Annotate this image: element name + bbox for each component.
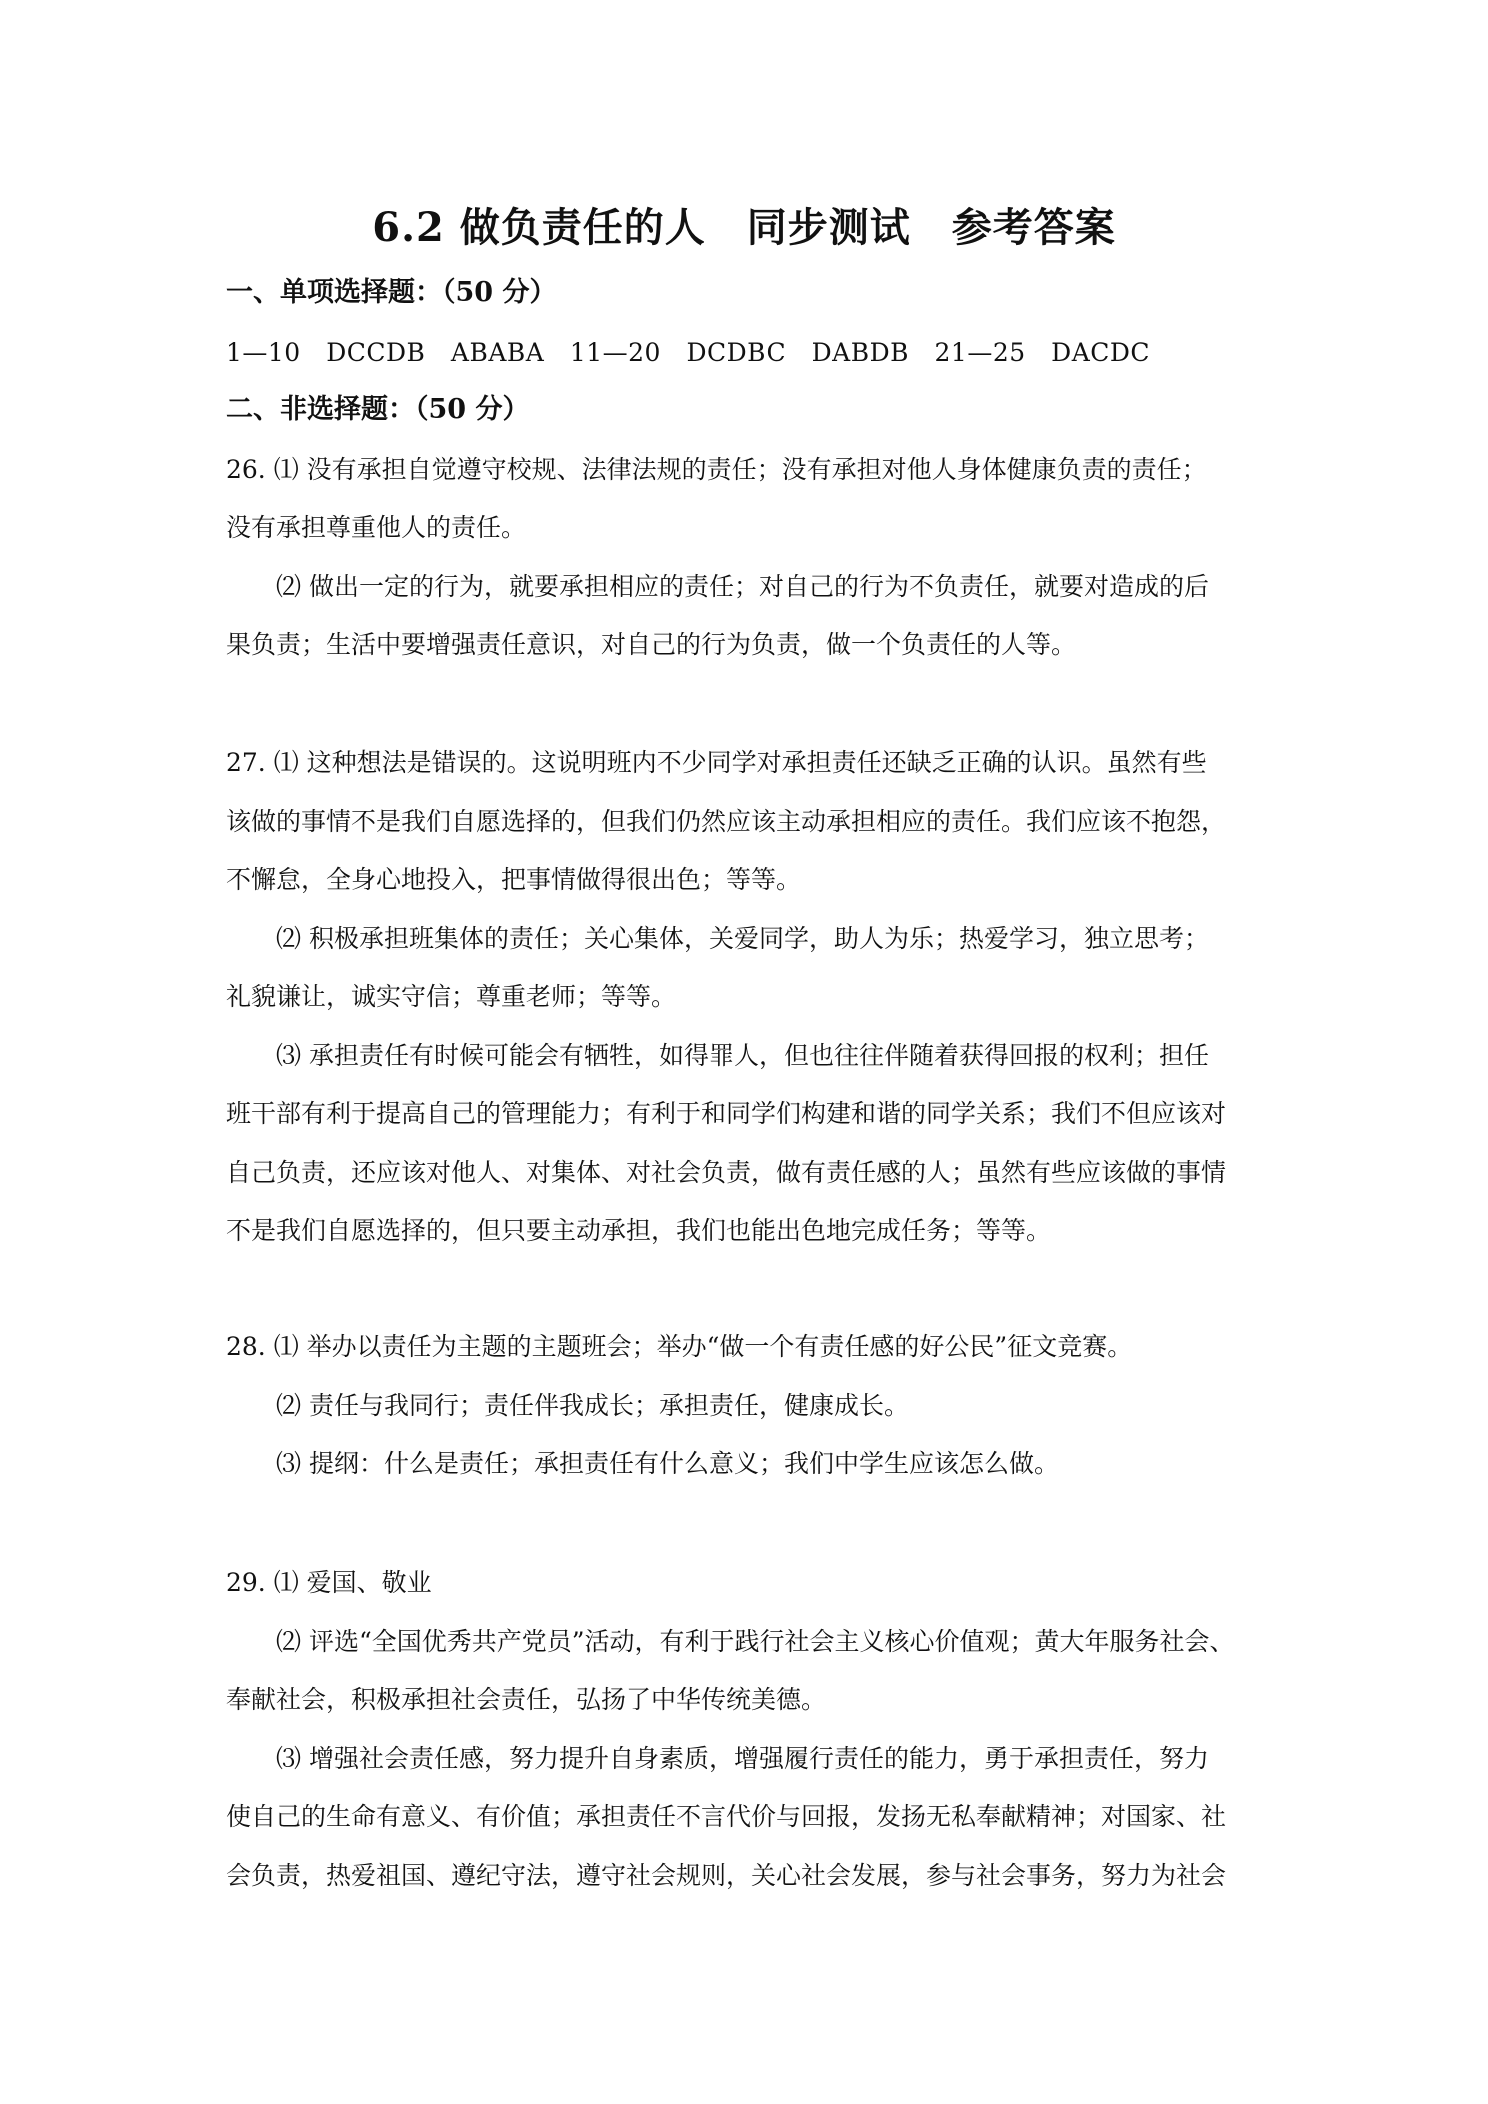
q27-line: 不懈怠，全身心地投入，把事情做得很出色；等等。 <box>226 865 802 894</box>
q27-line: 不是我们自愿选择的，但只要主动承担，我们也能出色地完成任务；等等。 <box>226 1216 1052 1245</box>
q27-line: ⑶ 承担责任有时候可能会有牺牲，如得罪人，但也往往伴随着获得回报的权利；担任 <box>276 1041 1209 1070</box>
q28-line: ⑵ 责任与我同行；责任伴我成长；承担责任，健康成长。 <box>276 1391 909 1420</box>
q27-line: 27. ⑴ 这种想法是错误的。这说明班内不少同学对承担责任还缺乏正确的认识。虽然有些 <box>226 748 1207 777</box>
q28-line: ⑶ 提纲：什么是责任；承担责任有什么意义；我们中学生应该怎么做。 <box>276 1449 1059 1478</box>
q28-line: 28. ⑴ 举办以责任为主题的主题班会；举办“做一个有责任感的好公民”征文竞赛。 <box>226 1332 1133 1361</box>
q27-line: 礼貌谦让，诚实守信；尊重老师；等等。 <box>226 982 677 1011</box>
q27-line: ⑵ 积极承担班集体的责任；关心集体，关爱同学，助人为乐；热爱学习，独立思考； <box>276 924 1209 953</box>
section-heading-multiple-choice: 一、单项选择题：（50 分） <box>226 277 557 308</box>
q27-line: 该做的事情不是我们自愿选择的，但我们仍然应该主动承担相应的责任。我们应该不抱怨， <box>226 807 1227 836</box>
q29-line: 使自己的生命有意义、有价值；承担责任不言代价与回报，发扬无私奉献精神；对国家、社 <box>226 1802 1227 1831</box>
page-title: 6.2 做负责任的人 同步测试 参考答案 <box>372 204 1116 251</box>
section-heading-non-choice: 二、非选择题：（50 分） <box>226 394 530 425</box>
q29-line: 奉献社会，积极承担社会责任，弘扬了中华传统美德。 <box>226 1685 827 1714</box>
q26-line: ⑵ 做出一定的行为，就要承担相应的责任；对自己的行为不负责任，就要对造成的后 <box>276 572 1209 601</box>
multiple-choice-answers: 1—10 DCCDB ABABA 11—20 DCDBC DABDB 21—25 DACDC <box>226 338 1151 367</box>
q29-line: 29. ⑴ 爱国、敬业 <box>226 1568 432 1597</box>
q26-line: 26. ⑴ 没有承担自觉遵守校规、法律法规的责任；没有承担对他人身体健康负责的责任； <box>226 455 1207 484</box>
q26-line: 果负责；生活中要增强责任意识，对自己的行为负责，做一个负责任的人等。 <box>226 630 1077 659</box>
q26-line: 没有承担尊重他人的责任。 <box>226 513 527 542</box>
q27-line: 班干部有利于提高自己的管理能力；有利于和同学们构建和谐的同学关系；我们不但应该对 <box>226 1099 1227 1128</box>
q29-line: ⑵ 评选“全国优秀共产党员”活动，有利于践行社会主义核心价值观；黄大年服务社会、 <box>276 1627 1235 1656</box>
q27-line: 自己负责，还应该对他人、对集体、对社会负责，做有责任感的人；虽然有些应该做的事情 <box>226 1158 1227 1187</box>
q29-line: 会负责，热爱祖国、遵纪守法，遵守社会规则，关心社会发展，参与社会事务，努力为社会 <box>226 1861 1227 1890</box>
q29-line: ⑶ 增强社会责任感，努力提升自身素质，增强履行责任的能力，勇于承担责任，努力 <box>276 1744 1209 1773</box>
